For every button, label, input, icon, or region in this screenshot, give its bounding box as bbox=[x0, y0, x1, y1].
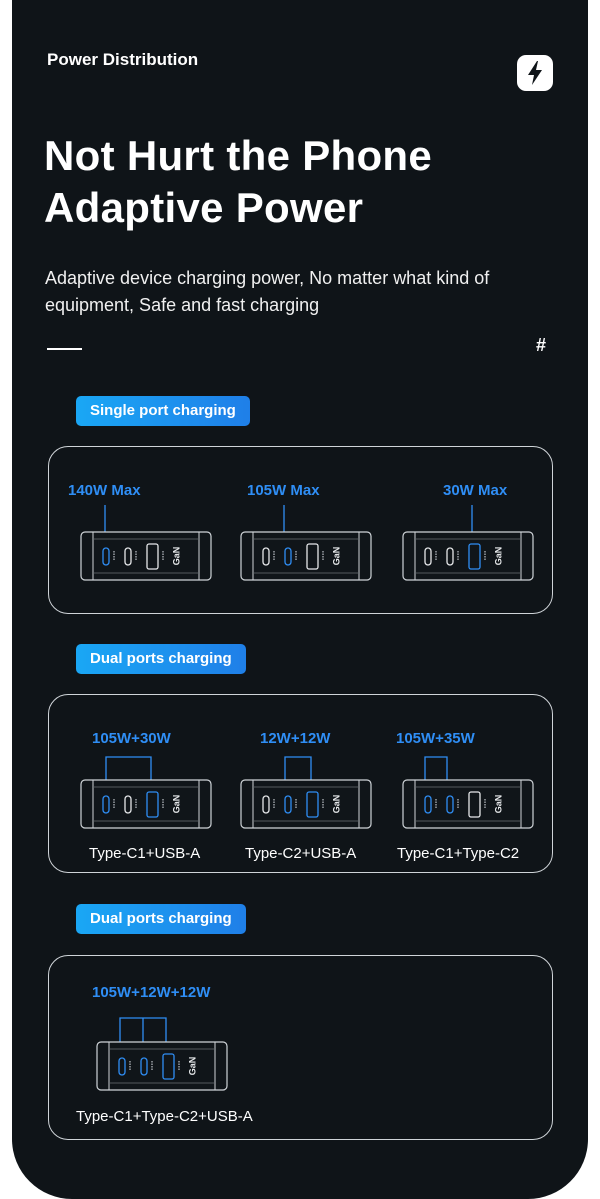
description: Adaptive device charging power, No matter what kind of equipment, Safe and fast charging bbox=[45, 268, 490, 315]
svg-text:GaN: GaN bbox=[331, 546, 342, 566]
triple-ports-card bbox=[48, 955, 553, 1140]
triple-caption: Type-C1+Type-C2+USB-A bbox=[76, 1108, 253, 1125]
dual-label-2: 12W+12W bbox=[260, 730, 331, 747]
single-port-pill: Single port charging bbox=[76, 396, 250, 426]
dual-caption-2: Type-C2+USB-A bbox=[245, 845, 357, 862]
single-label-3: 30W Max bbox=[443, 482, 508, 499]
svg-text:GaN: GaN bbox=[171, 546, 182, 566]
charger-svg bbox=[79, 529, 213, 583]
single-label-1: 140W Max bbox=[68, 482, 141, 499]
gan-logo bbox=[331, 547, 341, 566]
single-port-card bbox=[48, 446, 553, 614]
gan-logo bbox=[171, 795, 181, 814]
divider bbox=[47, 348, 82, 350]
single-label-2: 105W Max bbox=[247, 482, 320, 499]
gan-logo bbox=[493, 547, 503, 566]
charger-image bbox=[401, 777, 535, 831]
svg-text:GaN: GaN bbox=[331, 794, 342, 814]
gan-logo bbox=[171, 547, 181, 566]
dual-label-3: 105W+35W bbox=[396, 730, 475, 747]
dual-label-1: 105W+30W bbox=[92, 730, 171, 747]
dual-caption-1: Type-C1+USB-A bbox=[89, 845, 201, 862]
charger-image bbox=[239, 529, 373, 583]
lightning-bolt-icon bbox=[517, 55, 553, 91]
charger-svg bbox=[239, 529, 373, 583]
hero-heading bbox=[44, 130, 564, 234]
charger-image bbox=[95, 1039, 229, 1093]
charger-svg bbox=[239, 777, 373, 831]
charger-svg bbox=[79, 777, 213, 831]
charger-image bbox=[79, 529, 213, 583]
charger-image bbox=[401, 529, 535, 583]
svg-text:GaN: GaN bbox=[493, 794, 504, 814]
gan-logo bbox=[493, 795, 503, 814]
dual-caption-3: Type-C1+Type-C2 bbox=[397, 845, 520, 862]
charger-svg bbox=[401, 529, 535, 583]
charger-svg bbox=[401, 777, 535, 831]
charger-image bbox=[239, 777, 373, 831]
dual-ports-card bbox=[48, 694, 553, 873]
product-panel bbox=[12, 0, 588, 1199]
charger-svg bbox=[95, 1039, 229, 1093]
hash-marker: # bbox=[536, 335, 547, 355]
svg-text:GaN: GaN bbox=[493, 546, 504, 566]
triple-label: 105W+12W+12W bbox=[92, 984, 211, 1001]
svg-text:GaN: GaN bbox=[171, 794, 182, 814]
triple-ports-pill: Dual ports charging bbox=[76, 904, 246, 934]
svg-text:GaN: GaN bbox=[187, 1056, 198, 1076]
charger-image bbox=[79, 777, 213, 831]
dual-ports-pill: Dual ports charging bbox=[76, 644, 246, 674]
hero-line-2: Adaptive Power bbox=[44, 184, 364, 231]
section-title: Power Distribution bbox=[47, 50, 199, 69]
gan-logo bbox=[331, 795, 341, 814]
gan-logo bbox=[187, 1057, 197, 1076]
hero-line-1: Not Hurt the Phone bbox=[44, 132, 433, 179]
